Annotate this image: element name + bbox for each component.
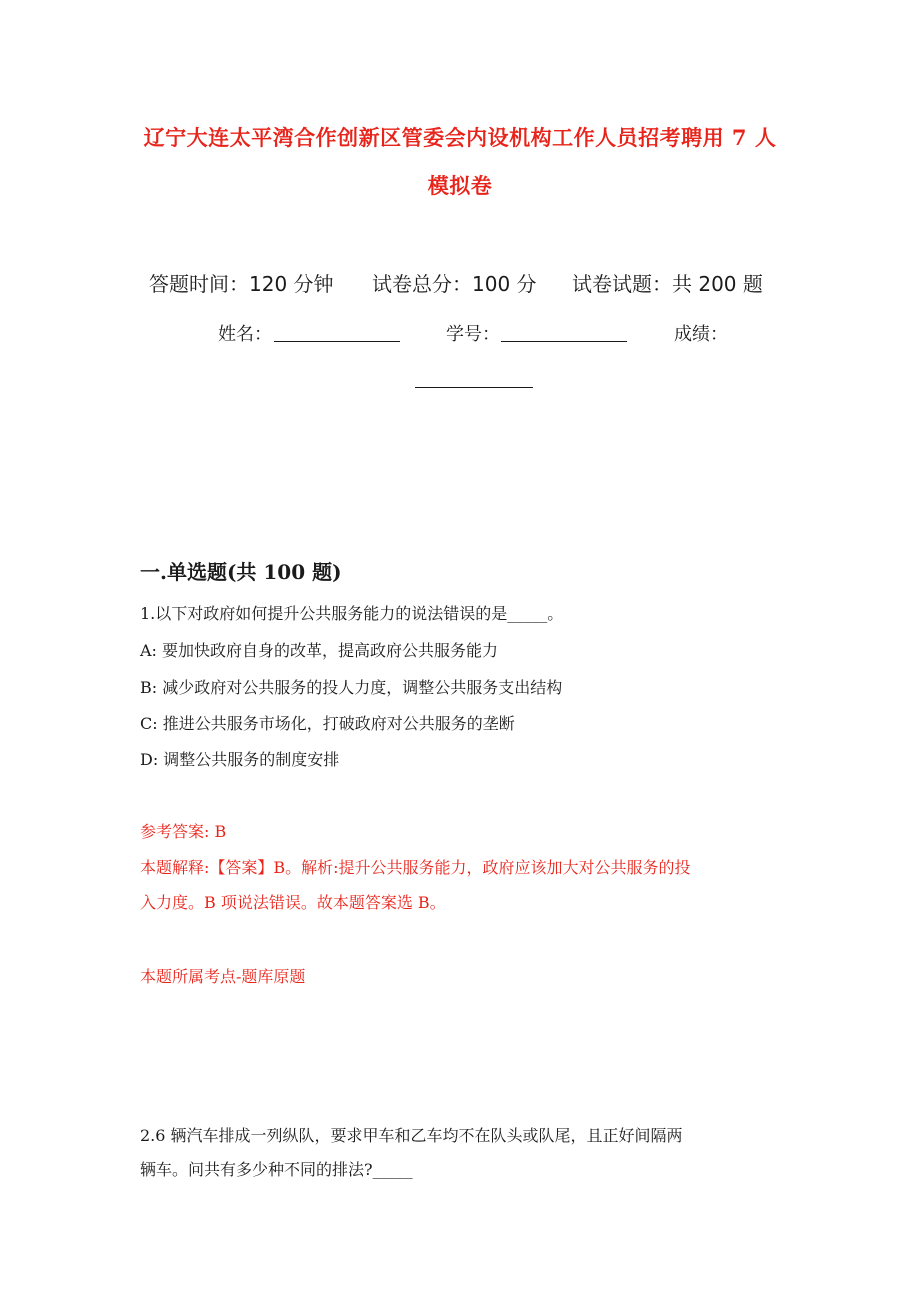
student-id-label: 学号：	[446, 324, 500, 345]
question-1-answer: 参考答案: B	[140, 822, 227, 841]
question-2-stem-line-1: 2.6 辆汽车排成一列纵队，要求甲车和乙车均不在队头或队尾，且正好间隔两	[140, 1126, 683, 1145]
document-title-line-1: 辽宁大连太平湾合作创新区管委会内设机构工作人员招考聘用 7 人	[143, 125, 777, 150]
question-1-source: 本题所属考点-题库原题	[140, 967, 306, 986]
exam-question-count: 试卷试题：共 200 题	[572, 272, 763, 296]
student-id-blank	[501, 341, 627, 342]
section-heading: 一.单选题(共 100 题)	[140, 560, 342, 584]
question-2-stem-line-2: 辆车。问共有多少种不同的排法?_____	[140, 1160, 413, 1179]
question-1-option-a: A: 要加快政府自身的改革，提高政府公共服务能力	[140, 641, 499, 660]
question-1-explanation-line-1: 本题解释:【答案】B。解析:提升公共服务能力，政府应该加大对公共服务的投	[140, 858, 691, 877]
document-title-line-2: 模拟卷	[427, 173, 493, 198]
exam-time: 答题时间：120 分钟	[149, 272, 334, 296]
grade-blank	[415, 387, 533, 388]
question-1-option-b: B: 减少政府对公共服务的投人力度，调整公共服务支出结构	[140, 678, 563, 697]
question-1-option-c: C: 推进公共服务市场化，打破政府对公共服务的垄断	[140, 714, 515, 733]
name-blank	[274, 341, 400, 342]
question-1-explanation-line-2: 入力度。B 项说法错误。故本题答案选 B。	[140, 893, 446, 912]
question-1-option-d: D: 调整公共服务的制度安排	[140, 750, 340, 769]
name-label: 姓名：	[218, 324, 272, 345]
question-1-stem: 1.以下对政府如何提升公共服务能力的说法错误的是_____。	[140, 604, 564, 623]
grade-label: 成绩：	[674, 324, 728, 345]
exam-total-score: 试卷总分：100 分	[372, 272, 537, 296]
